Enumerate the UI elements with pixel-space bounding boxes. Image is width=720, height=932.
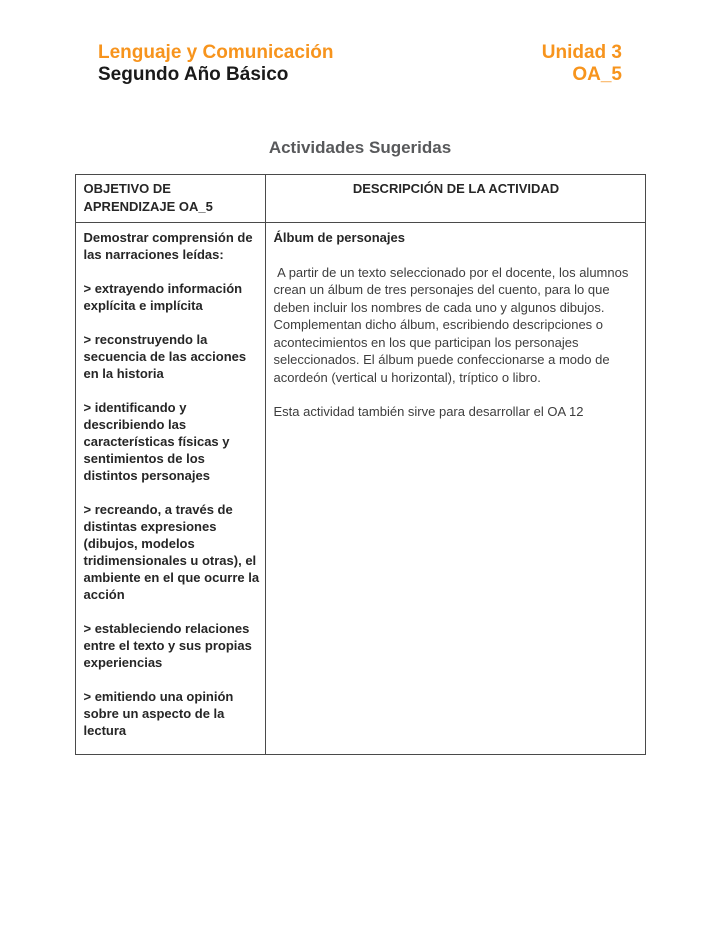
- objective-item: > extrayendo información explícita e implícita: [83, 281, 243, 313]
- header-right-block: [542, 42, 622, 86]
- table-body-row: [75, 223, 645, 755]
- objective-cell: [75, 223, 265, 755]
- objective-item: > recreando, a través de distintas expresiones (dibujos, modelos tridimensionales u otras), el ambiente en el que ocurre la acción: [83, 502, 260, 602]
- activity-description-paragraph: A partir de un texto seleccionado por el docente, los alumnos crean un álbum de tres personajes del cuento, para lo que deben incluir los nombres de cada uno y algunos dibujos. Complementan dicho álbum, escribiendo descripciones o acontecimientos en los que participan los personajes seleccionados. El álbum puede confeccionarse a modo de acordeón (vertical u horizontal), tríptico o libro.: [273, 264, 632, 385]
- oa-code-label: OA_5: [572, 64, 622, 85]
- objective-column-header: OBJETIVO DE APRENDIZAJE OA_5: [75, 175, 265, 223]
- grade-title: Segundo Año Básico: [98, 64, 289, 85]
- activity-title: Álbum de personajes: [273, 230, 405, 245]
- objective-intro: Demostrar comprensión de las narraciones leídas:: [83, 230, 253, 262]
- unit-label: Unidad 3: [541, 42, 622, 63]
- suggested-activities-table: [75, 174, 646, 755]
- header-left-block: [98, 42, 333, 86]
- document-header: [0, 0, 720, 86]
- objective-item: > identificando y describiendo las características físicas y sentimientos de los distintos personajes: [83, 400, 230, 483]
- objective-item: > emitiendo una opinión sobre un aspecto de la lectura: [83, 689, 234, 738]
- objective-item: > reconstruyendo la secuencia de las acciones en la historia: [83, 332, 247, 381]
- subject-title: Lenguaje y Comunicación: [98, 42, 334, 63]
- activity-note-paragraph: Esta actividad también sirve para desarrollar el OA 12: [273, 404, 584, 419]
- table-header-row: [75, 175, 645, 223]
- description-cell: [265, 223, 645, 755]
- objective-item: > estableciendo relaciones entre el texto y sus propias experiencias: [83, 621, 252, 670]
- page-title: Actividades Sugeridas: [268, 138, 452, 157]
- description-column-header: DESCRIPCIÓN DE LA ACTIVIDAD: [265, 175, 645, 223]
